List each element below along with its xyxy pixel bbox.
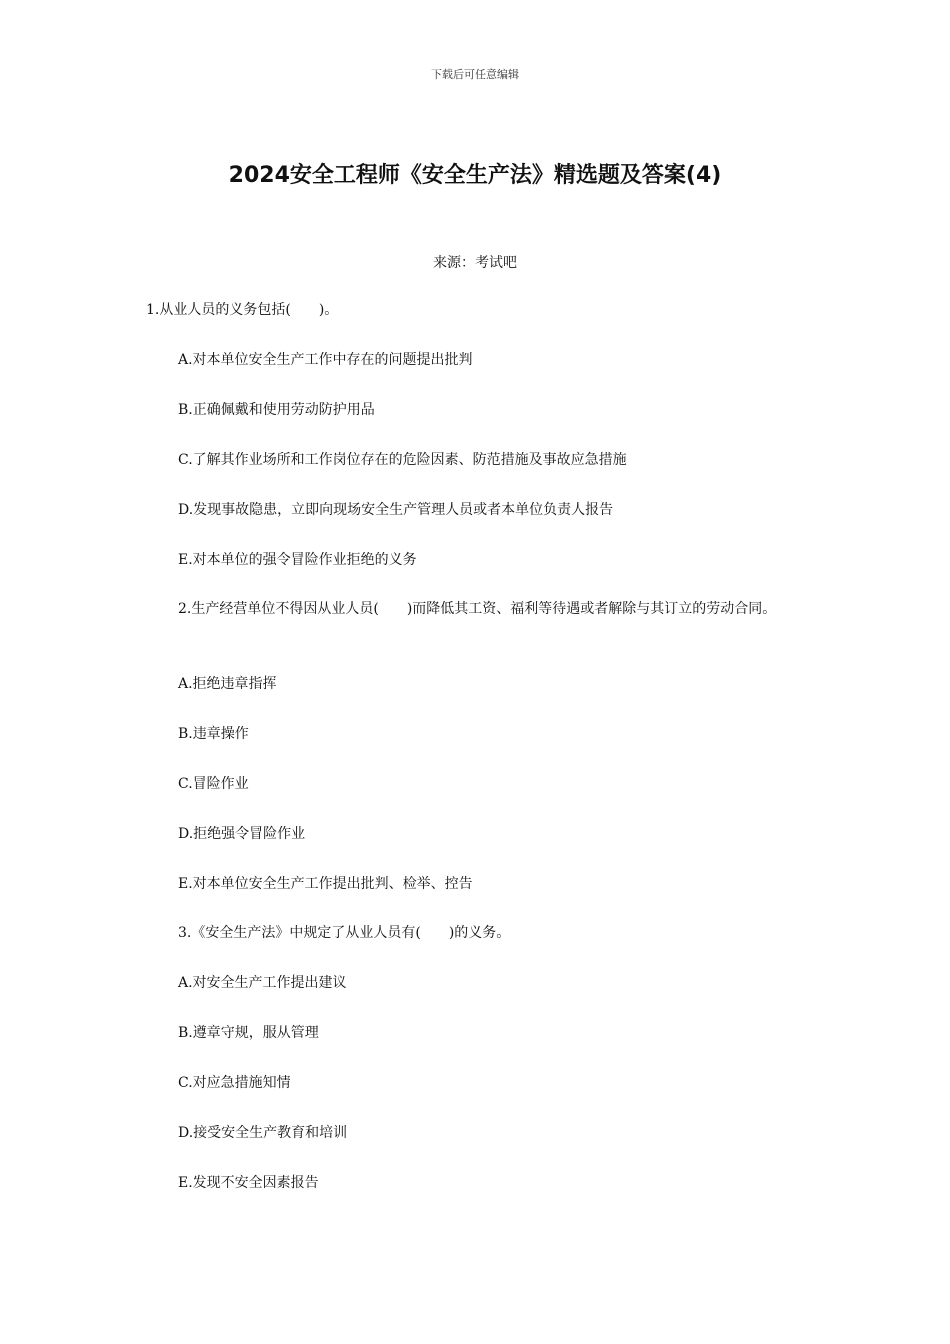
source-line: 来源：考试吧	[433, 255, 517, 271]
question-1-option-a: A.对本单位安全生产工作中存在的问题提出批判	[178, 352, 473, 368]
question-2-option-b: B.违章操作	[178, 726, 249, 742]
question-3-option-d: D.接受安全生产教育和培训	[178, 1125, 348, 1141]
question-3-option-e: E.发现不安全因素报告	[178, 1175, 319, 1191]
question-2-option-e: E.对本单位安全生产工作提出批判、检举、控告	[178, 876, 473, 892]
question-2-option-c: C.冒险作业	[178, 776, 249, 792]
question-3-option-b: B.遵章守规，服从管理	[178, 1025, 319, 1041]
question-2-option-a: A.拒绝违章指挥	[178, 676, 277, 692]
question-2-stem: 2.生产经营单位不得因从业人员( )而降低其工资、福利等待遇或者解除与其订立的劳动合同。	[178, 601, 777, 617]
question-1-option-b: B.正确佩戴和使用劳动防护用品	[178, 402, 375, 418]
question-1-option-c: C.了解其作业场所和工作岗位存在的危险因素、防范措施及事故应急措施	[178, 452, 627, 468]
document-title: 2024安全工程师《安全生产法》精选题及答案(4)	[228, 163, 722, 188]
question-3-stem: 3.《安全生产法》中规定了从业人员有( )的义务。	[178, 925, 511, 941]
question-1-stem: 1.从业人员的义务包括( )。	[146, 302, 339, 318]
question-3-option-c: C.对应急措施知情	[178, 1075, 291, 1091]
header-note: 下载后可任意编辑	[431, 68, 519, 81]
question-3-option-a: A.对安全生产工作提出建议	[178, 975, 347, 991]
question-1-option-e: E.对本单位的强令冒险作业拒绝的义务	[178, 552, 417, 568]
question-1-option-d: D.发现事故隐患，立即向现场安全生产管理人员或者本单位负责人报告	[178, 502, 614, 518]
question-2-option-d: D.拒绝强令冒险作业	[178, 826, 306, 842]
